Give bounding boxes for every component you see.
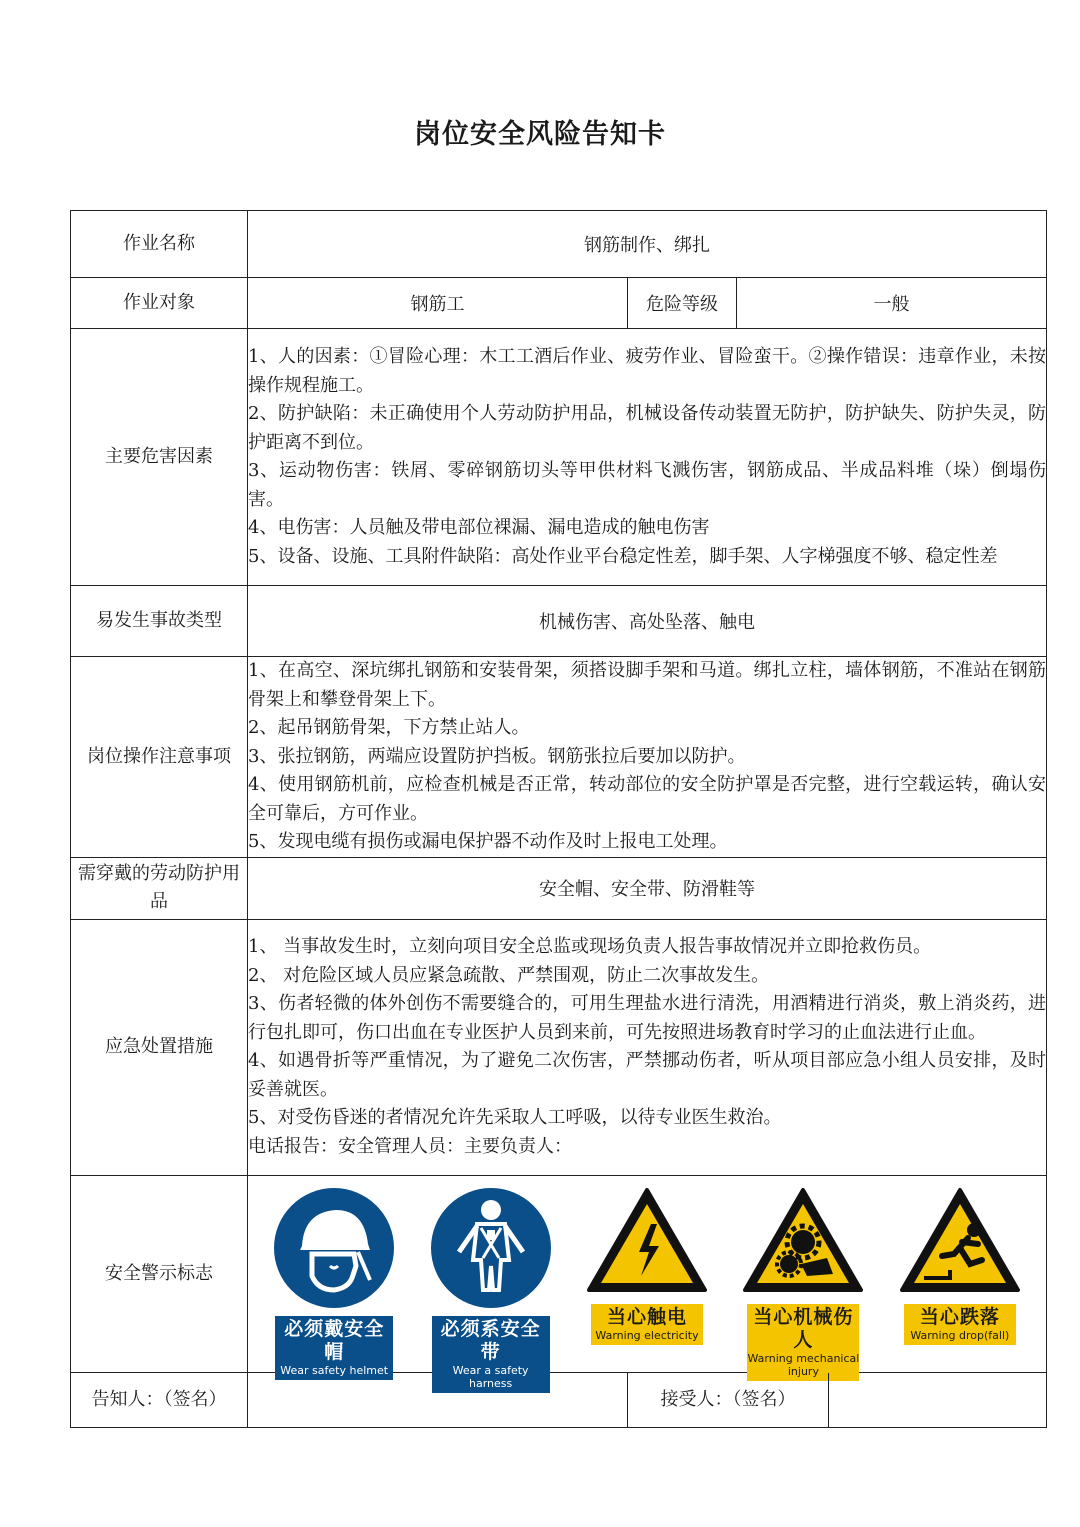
risk-level-value: 一般 — [737, 278, 1047, 329]
ppe-row — [71, 857, 1047, 919]
harness-sign-cn: 必须系安全带 — [440, 1317, 541, 1363]
sign-helmet — [264, 1186, 404, 1380]
precaution-item: 4、使用钢筋机前，应检查机械是否正常，转动部位的安全防护罩是否完整，进行空载运转，确认安全可靠后，方可作业。 — [248, 774, 1047, 824]
phone-report-line: 电话报告：安全管理人员：主要负责人： — [248, 1135, 572, 1157]
emergency-item: 2、 对危险区域人员应紧急疏散、严禁围观，防止二次事故发生。 — [248, 964, 770, 986]
precaution-item: 3、张拉钢筋，两端应设置防护挡板。钢筋张拉后要加以防护。 — [248, 745, 746, 767]
electricity-sign-cn: 当心触电 — [607, 1305, 688, 1328]
emergency-item: 1、 当事故发生时，立刻向项目安全总监或现场负责人报告事故情况并立即抢救伤员。 — [248, 936, 932, 957]
job-object-value: 钢筋工 — [248, 278, 628, 329]
sign-electricity — [577, 1186, 717, 1345]
emergency-label: 应急处置措施 — [71, 919, 248, 1175]
emergency-list — [248, 919, 1047, 1175]
job-name-label: 作业名称 — [71, 211, 248, 278]
accident-types-label: 易发生事故类型 — [71, 586, 248, 657]
electric-warning-icon — [585, 1186, 709, 1296]
mechanical-sign-cn: 当心机械伤人 — [753, 1305, 854, 1351]
precautions-row — [71, 657, 1047, 858]
precaution-item: 2、起吊钢筋骨架，下方禁止站人。 — [248, 717, 530, 738]
accident-types-row — [71, 586, 1047, 657]
harness-sign-plate — [432, 1316, 550, 1393]
signs-cell — [248, 1175, 1047, 1390]
page-title: 岗位安全风险告知卡 — [414, 119, 666, 150]
helmet-sign-cn: 必须戴安全帽 — [284, 1317, 385, 1363]
mechanical-injury-icon — [741, 1186, 865, 1296]
receiver-signature-field[interactable] — [829, 1373, 1046, 1427]
hazards-label: 主要危害因素 — [71, 329, 248, 586]
precaution-item: 5、发现电缆有损伤或漏电保护器不动作及时上报电工处理。 — [248, 831, 728, 852]
sign-harness — [421, 1186, 561, 1393]
fall-sign-cn: 当心跌落 — [919, 1305, 1000, 1328]
ppe-label: 需穿戴的劳动防护用品 — [71, 857, 248, 919]
precautions-label: 岗位操作注意事项 — [71, 657, 248, 858]
harness-icon — [429, 1186, 553, 1310]
emergency-row — [71, 919, 1047, 1175]
harness-sign-en: Wear a safety harness — [452, 1363, 529, 1390]
mechanical-sign-plate — [747, 1304, 859, 1381]
hazard-item: 2、防护缺陷：未正确使用个人劳动防护用品，机械设备传动装置无防护，防护缺失、防护失灵，防护距离不到位。 — [248, 403, 1047, 453]
helmet-sign-plate — [275, 1316, 393, 1380]
job-name-value: 钢筋制作、绑扎 — [248, 211, 1047, 278]
hazard-item: 3、运动物伤害：铁屑、零碎钢筋切头等甲供材料飞溅伤害，钢筋成品、半成品料堆（垛）倒塌伤害。 — [248, 460, 1047, 510]
precaution-item: 1、在高空、深坑绑扎钢筋和安装骨架，须搭设脚手架和马道。绑扎立柱，墙体钢筋，不准站在钢筋骨架上和攀登骨架上下。 — [248, 660, 1047, 710]
fall-warning-icon — [898, 1186, 1022, 1296]
sign-fall — [890, 1186, 1030, 1345]
ppe-value: 安全帽、安全带、防滑鞋等 — [248, 857, 1047, 919]
hazards-list — [248, 329, 1047, 586]
emergency-item: 5、对受伤昏迷的者情况允许先采取人工呼吸，以待专业医生救治。 — [248, 1107, 782, 1128]
job-name-row — [71, 211, 1047, 278]
job-object-row — [71, 278, 1047, 329]
risk-level-label: 危险等级 — [628, 278, 737, 329]
fall-sign-plate — [904, 1304, 1016, 1345]
hazard-item: 4、电伤害：人员触及带电部位裸漏、漏电造成的触电伤害 — [248, 517, 710, 538]
accident-types-value: 机械伤害、高处坠落、触电 — [248, 586, 1047, 657]
receiver-label: 接受人：（签名） — [628, 1373, 829, 1427]
mechanical-sign-en: Warning mechanical injury — [747, 1351, 860, 1378]
job-object-label: 作业对象 — [71, 278, 248, 329]
safety-signs — [248, 1176, 1046, 1390]
electricity-sign-plate — [591, 1304, 703, 1345]
fall-sign-en: Warning drop(fall) — [910, 1328, 1010, 1342]
precautions-list — [248, 657, 1047, 858]
helmet-icon — [272, 1186, 396, 1310]
signs-row — [71, 1175, 1047, 1372]
receiver-cell — [628, 1372, 1047, 1427]
electricity-sign-en: Warning electricity — [595, 1328, 699, 1342]
notifier-label: 告知人：（签名） — [71, 1372, 248, 1427]
signs-label: 安全警示标志 — [71, 1175, 248, 1372]
emergency-item: 3、伤者轻微的体外创伤不需要缝合的，可用生理盐水进行清洗，用酒精进行消炎，敷上消炎药，进行包扎即可，伤口出血在专业医护人员到来前，可先按照进场教育时学习的止血法进行止血。 — [248, 993, 1047, 1043]
hazard-item: 5、设备、设施、工具附件缺陷：高处作业平台稳定性差，脚手架、人字梯强度不够、稳定性差 — [248, 545, 998, 567]
helmet-sign-en: Wear safety helmet — [280, 1363, 389, 1377]
hazard-item: 1、人的因素：①冒险心理：木工工酒后作业、疲劳作业、冒险蛮干。②操作错误：违章作业，未按操作规程施工。 — [248, 346, 1047, 396]
hazards-row — [71, 329, 1047, 586]
emergency-item: 4、如遇骨折等严重情况，为了避免二次伤害，严禁挪动伤者，听从项目部应急小组人员安排，及时妥善就医。 — [248, 1050, 1047, 1100]
risk-card-table — [70, 210, 1047, 1428]
sign-mechanical — [733, 1186, 873, 1381]
